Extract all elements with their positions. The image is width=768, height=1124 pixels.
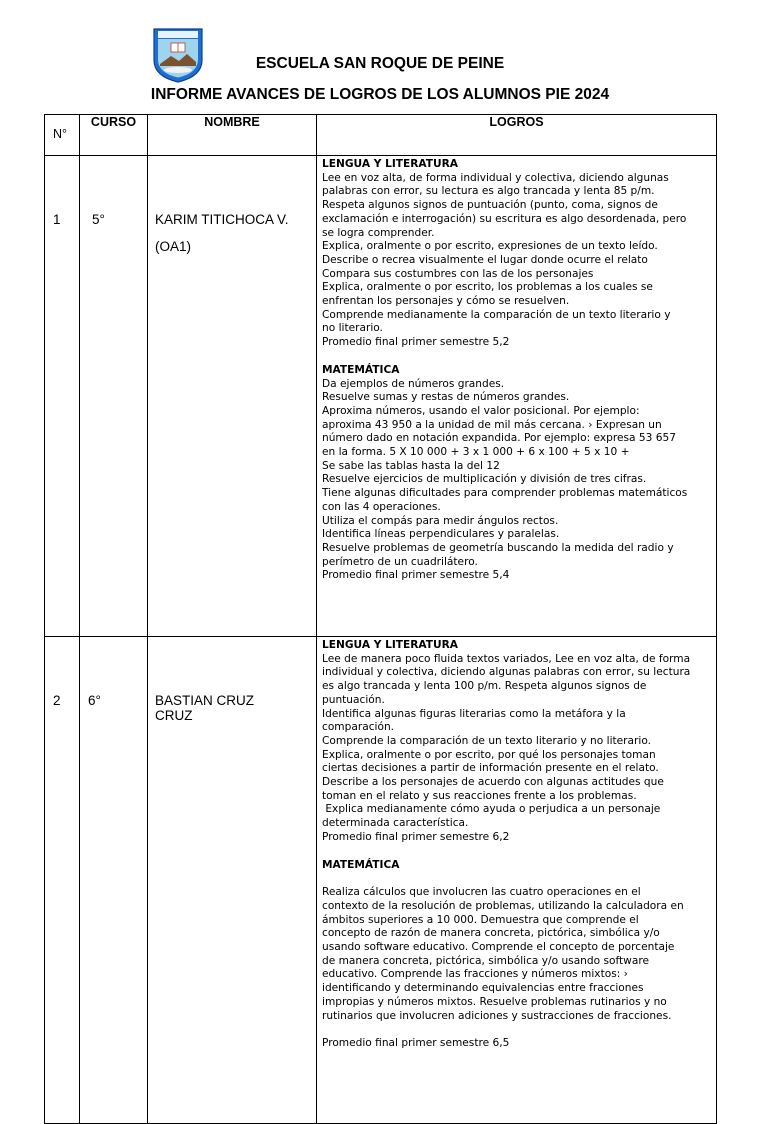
lengua-line: se logra comprender. [322, 226, 435, 239]
school-name: ESCUELA SAN ROQUE DE PEINE [255, 55, 505, 72]
mate-line: concepto de razón de manera concreta, pictórica, simbólica y/o [322, 927, 660, 940]
mate-line: Se sabe las tablas hasta la del 12 [322, 459, 500, 472]
subject-lengua-title: LENGUA Y LITERATURA [322, 639, 458, 651]
lengua-line: Explica medianamente cómo ayuda o perjudica a un personaje [322, 803, 661, 816]
subject-mate-title: MATEMÁTICA [322, 363, 400, 376]
mate-line: Da ejemplos de números grandes. [322, 377, 505, 390]
mate-line: con las 4 operaciones. [322, 500, 441, 513]
mate-line: impropias y números mixtos. Resuelve problemas rutinarios y no [322, 995, 667, 1008]
header-curso: CURSO [80, 115, 148, 156]
lengua-line: toman en el relato y sus reacciones frente a los problemas. [322, 789, 637, 802]
lengua-line: Explica, oralmente o por escrito, por qué los personajes toman [322, 748, 656, 761]
student-name: BASTIAN CRUZ [155, 693, 255, 708]
row-nombre-cell [148, 637, 317, 1124]
student-oa: (OA1) [155, 239, 192, 254]
lengua-line: Comprende la comparación de un texto literario y no literario. [322, 734, 651, 747]
lengua-line: Explica, oralmente o por escrito, los problemas a los cuales se [322, 281, 653, 294]
header-num: N° [45, 115, 80, 156]
lengua-line: puntuación. [322, 693, 385, 706]
lengua-line: exclamación e interrogación) su escritura es algo desordenada, pero [322, 212, 687, 225]
subject-lengua-title: LENGUA Y LITERATURA [322, 158, 458, 170]
lengua-line: palabras con error, su lectura es algo trancada y lenta 85 p/m. [322, 185, 655, 198]
mate-line: de manera concreta, pictórica, simbólica y/o usando software [322, 954, 649, 967]
mate-line: aproxima 43 950 a la unidad de mil más cercana. › Expresan un [322, 418, 662, 431]
row-curso: 5° [80, 156, 148, 637]
spacer [322, 845, 712, 859]
mate-line: Resuelve ejercicios de multiplicación y división de tres cifras. [322, 473, 647, 486]
mate-line: perímetro de un cuadrilátero. [322, 555, 478, 568]
spacer [322, 350, 712, 364]
mate-line: usando software educativo. Comprende el concepto de porcentaje [322, 941, 675, 954]
mate-line: Tiene algunas dificultades para comprender problemas matemáticos [322, 487, 688, 500]
mate-line: educativo. Comprende las fracciones y números mixtos: › [322, 968, 628, 981]
mate-line: en la forma. 5 X 10 000 + 3 x 1 000 + 6 x 100 + 5 x 10 + [322, 446, 630, 459]
mate-line: contexto de la resolución de problemas, utilizando la calculadora en [322, 899, 684, 912]
mate-line: Aproxima números, usando el valor posicional. Por ejemplo: [322, 404, 640, 417]
mate-line: identificando y determinando equivalencias entre fracciones [322, 982, 644, 995]
row-number: 1 [45, 156, 80, 637]
lengua-line: Identifica algunas figuras literarias como la metáfora y la [322, 707, 626, 720]
row-logros-cell [317, 156, 717, 637]
lengua-final-grade: Promedio final primer semestre 6,2 [322, 830, 510, 843]
lengua-line: no literario. [322, 322, 383, 335]
spacer [322, 1023, 712, 1037]
lengua-line: Comprende medianamente la comparación de un texto literario y [322, 308, 671, 321]
table-row [45, 156, 717, 637]
mate-line: rutinarios que involucren adiciones y sustracciones de fracciones. [322, 1009, 672, 1022]
lengua-line: Lee de manera poco fluida textos variados, Lee en voz alta, de forma [322, 652, 691, 665]
lengua-line: Explica, oralmente o por escrito, expresiones de un texto leído. [322, 240, 658, 253]
lengua-line: comparación. [322, 721, 395, 734]
row-logros-cell [317, 637, 717, 1124]
lengua-line: ciertas decisiones a partir de información presente en el relato. [322, 762, 659, 775]
lengua-line: individual y colectiva, diciendo algunas palabras con error, su lectura [322, 666, 691, 679]
student-name: KARIM TITICHOCA V. [155, 212, 289, 227]
lengua-line: Respeta algunos signos de puntuación (punto, coma, signos de [322, 199, 658, 212]
mate-final-grade: Promedio final primer semestre 6,5 [322, 1037, 510, 1050]
lengua-line: enfrentan los personajes y cómo se resuelven. [322, 295, 570, 308]
mate-line: Realiza cálculos que involucren las cuatro operaciones en el [322, 886, 641, 899]
mate-line: ámbitos superiores a 10 000. Demuestra que comprende el [322, 913, 639, 926]
row-curso: 6° [80, 637, 148, 1124]
mate-line: Resuelve sumas y restas de números grandes. [322, 391, 570, 404]
mate-line: Utiliza el compás para medir ángulos rectos. [322, 514, 559, 527]
mate-line: Resuelve problemas de geometría buscando la medida del radio y [322, 541, 674, 554]
row-nombre-cell [148, 156, 317, 637]
mate-final-grade: Promedio final primer semestre 5,4 [322, 569, 510, 582]
lengua-line: Lee en voz alta, de forma individual y colectiva, diciendo algunas [322, 171, 669, 184]
student-name-cont: CRUZ [155, 708, 193, 723]
header-nombre: NOMBRE [148, 115, 317, 156]
table-header-row [45, 115, 717, 156]
lengua-line: determinada característica. [322, 817, 469, 830]
lengua-line: Compara sus costumbres con las de los personajes [322, 267, 594, 280]
logros-table [44, 114, 717, 1124]
row-number: 2 [45, 637, 80, 1124]
mate-line: número dado en notación expandida. Por ejemplo: expresa 53 657 [322, 432, 676, 445]
spacer [322, 872, 712, 886]
header-logros: LOGROS [317, 115, 717, 156]
lengua-line: Describe a los personajes de acuerdo con algunas actitudes que [322, 776, 664, 789]
lengua-line: es algo trancada y lenta 100 p/m. Respeta algunos signos de [322, 680, 647, 693]
table-row [45, 637, 717, 1124]
lengua-final-grade: Promedio final primer semestre 5,2 [322, 336, 510, 349]
mate-line: Identifica líneas perpendiculares y paralelas. [322, 528, 560, 541]
subject-mate-title: MATEMÁTICA [322, 858, 400, 871]
lengua-line: Describe o recrea visualmente el lugar donde ocurre el relato [322, 253, 648, 266]
report-title: INFORME AVANCES DE LOGROS DE LOS ALUMNOS PIE 2024 [150, 86, 610, 103]
